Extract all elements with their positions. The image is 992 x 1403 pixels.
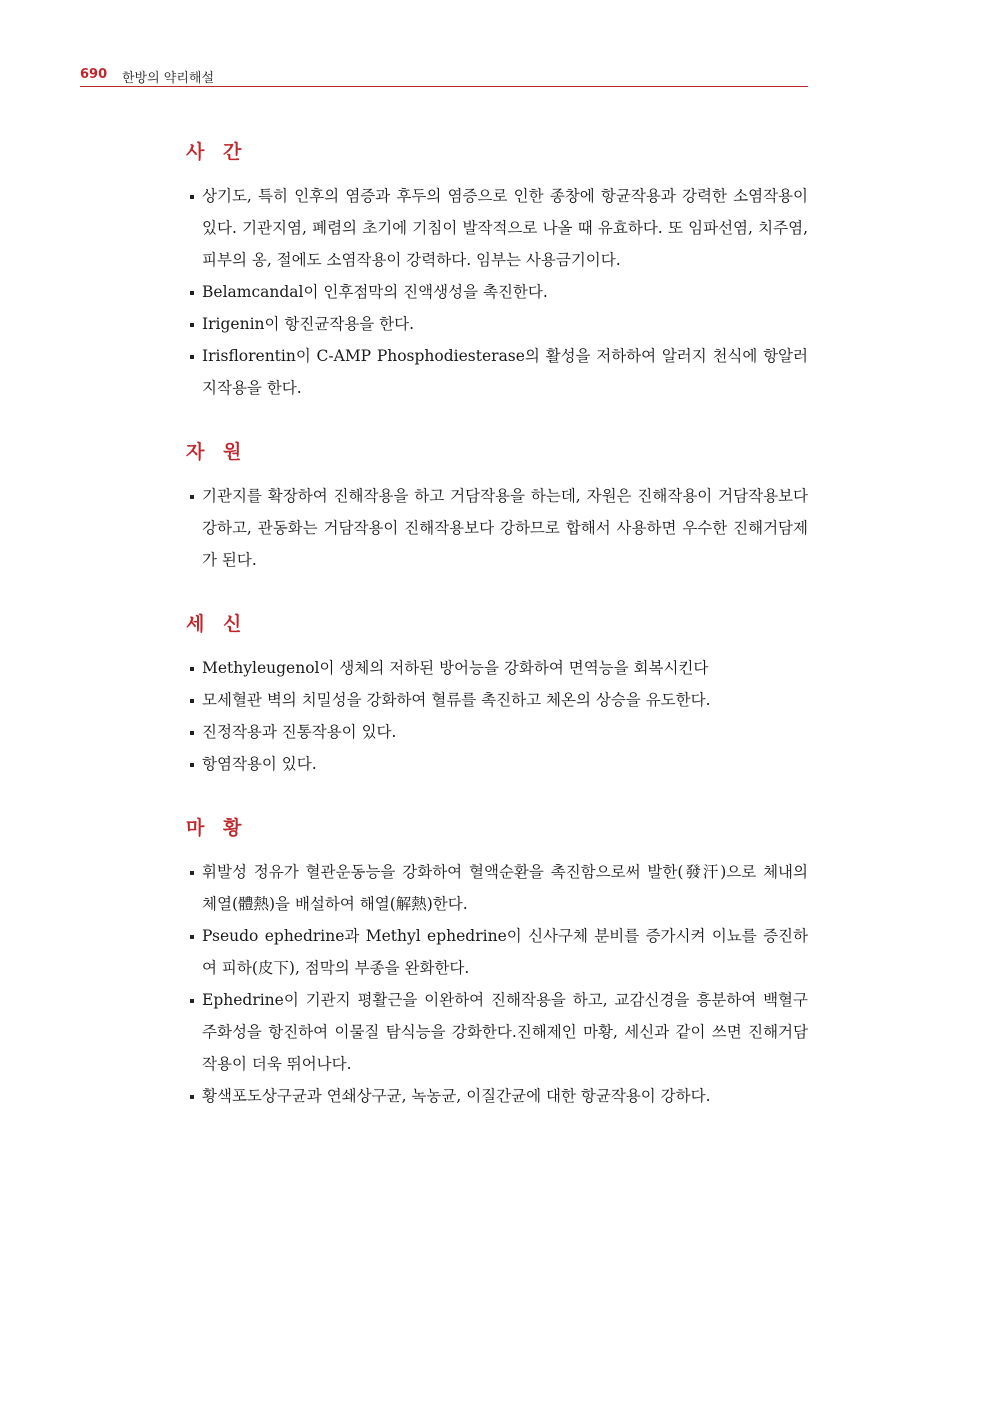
list-item: Irisflorentin이 C-AMP Phosphodiesterase의 활성을 저하하여 알러지 천식에 항알러지작용을 한다. bbox=[186, 340, 808, 404]
bullet-list bbox=[186, 856, 808, 1112]
section-title: 마 황 bbox=[186, 817, 248, 839]
list-item: Belamcandal이 인후점막의 진액생성을 촉진한다. bbox=[186, 276, 808, 308]
section-title: 세 신 bbox=[186, 613, 248, 635]
section-sagan bbox=[186, 138, 808, 404]
list-item: Methyleugenol이 생체의 저하된 방어능을 강화하여 면역능을 회복시킨다 bbox=[186, 652, 808, 684]
book-title: 한방의 약리해설 bbox=[122, 71, 215, 86]
list-item: 진정작용과 진통작용이 있다. bbox=[186, 716, 808, 748]
section-mahwang bbox=[186, 814, 808, 1112]
bullet-list bbox=[186, 480, 808, 576]
section-title: 자 원 bbox=[186, 441, 248, 463]
bullet-list bbox=[186, 180, 808, 404]
section-title: 사 간 bbox=[186, 141, 248, 163]
page-number: 690 bbox=[80, 67, 108, 82]
running-header bbox=[80, 64, 808, 87]
list-item: Pseudo ephedrine과 Methyl ephedrine이 신사구체 분비를 증가시켜 이뇨를 증진하여 피하(皮下), 점막의 부종을 완화한다. bbox=[186, 920, 808, 984]
list-item: 상기도, 특히 인후의 염증과 후두의 염증으로 인한 종창에 항균작용과 강력한 소염작용이 있다. 기관지염, 폐렴의 초기에 기침이 발작적으로 나올 때 유효하다. 또 임파선염, 치주염, 피부의 옹, 절에도 소염작용이 강력하다. 임부는 사용금기이다. bbox=[186, 180, 808, 276]
list-item: 모세혈관 벽의 치밀성을 강화하여 혈류를 촉진하고 체온의 상승을 유도한다. bbox=[186, 684, 808, 716]
section-jawon bbox=[186, 438, 808, 576]
list-item: 항염작용이 있다. bbox=[186, 748, 808, 780]
list-item: Ephedrine이 기관지 평활근을 이완하여 진해작용을 하고, 교감신경을 흥분하여 백혈구 주화성을 항진하여 이물질 탐식능을 강화한다.진해제인 마황, 세신과 같이 쓰면 진해거담작용이 더욱 뛰어나다. bbox=[186, 984, 808, 1080]
list-item: Irigenin이 항진균작용을 한다. bbox=[186, 308, 808, 340]
list-item: 황색포도상구균과 연쇄상구균, 녹농균, 이질간균에 대한 항균작용이 강하다. bbox=[186, 1080, 808, 1112]
section-sesin bbox=[186, 610, 808, 780]
list-item: 기관지를 확장하여 진해작용을 하고 거담작용을 하는데, 자원은 진해작용이 거담작용보다 강하고, 관동화는 거담작용이 진해작용보다 강하므로 합해서 사용하면 우수한 진해거담제가 된다. bbox=[186, 480, 808, 576]
bullet-list bbox=[186, 652, 808, 780]
page-content bbox=[186, 138, 808, 1146]
list-item: 휘발성 정유가 혈관운동능을 강화하여 혈액순환을 촉진함으로써 발한(發汗)으로 체내의 체열(體熱)을 배설하여 해열(解熱)한다. bbox=[186, 856, 808, 920]
